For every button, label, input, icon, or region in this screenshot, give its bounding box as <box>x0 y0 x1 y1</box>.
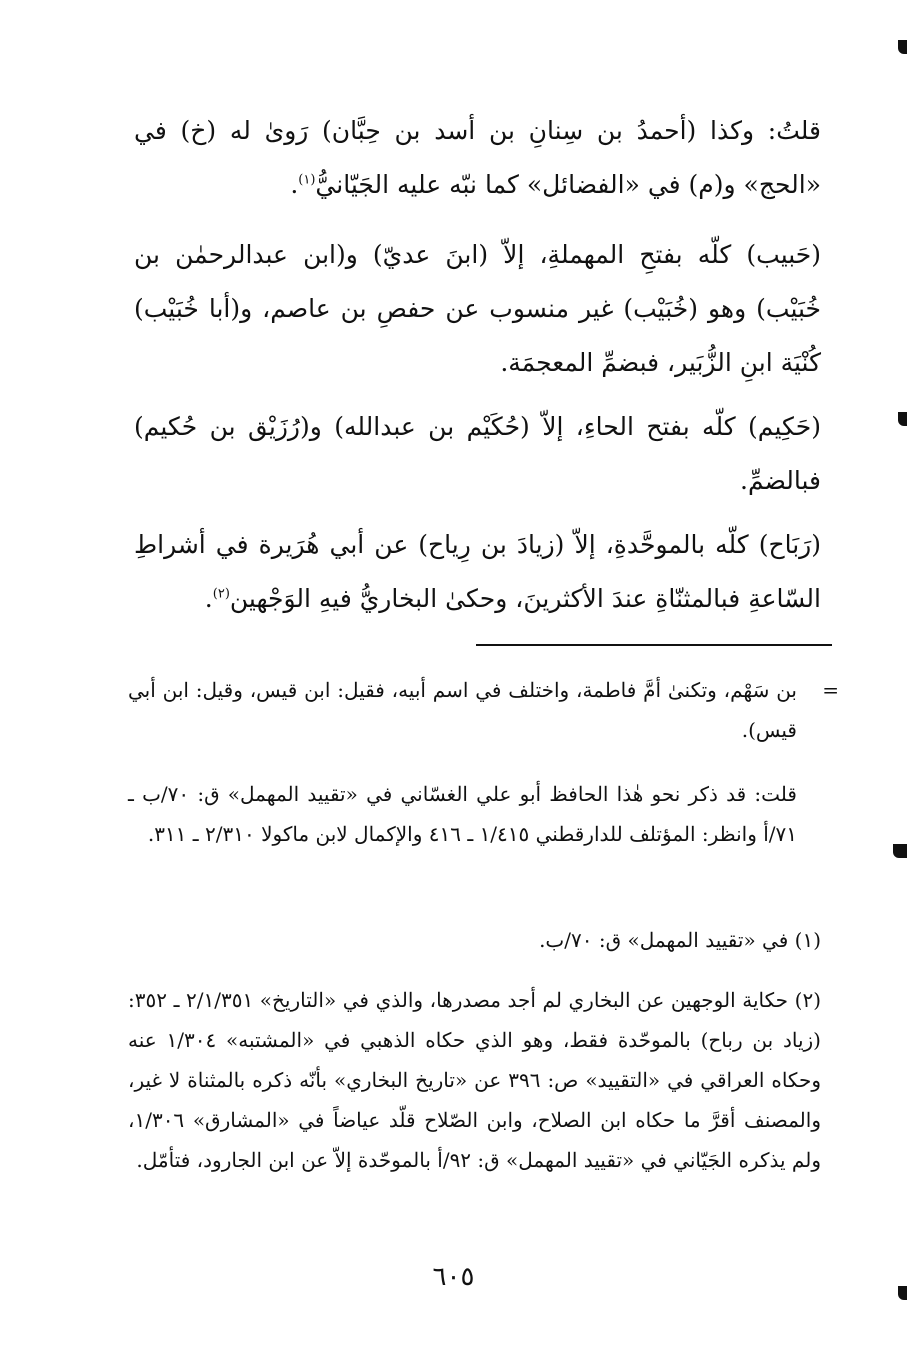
footnote-continuation-2 <box>128 774 797 854</box>
paragraph-text: (رَبَاح) كلّه بالموحَّدةِ، إلاّ (زيادَ بن رِياح) عن أبي هُرَيرة في أشراطِ السّاعةِ فبالمثنّاةِ عندَ الأكثرينَ، وحكىٰ البخاريُّ فيهِ الوَجْهين <box>134 530 821 613</box>
paragraph-end: . <box>290 170 299 199</box>
footnote-ref[interactable]: (٢) <box>212 586 230 602</box>
main-paragraph-3 <box>134 400 821 508</box>
continuation-mark: = <box>822 678 839 702</box>
page-number: ٦٠٥ <box>432 1262 475 1292</box>
footnote-separator <box>476 644 832 646</box>
footnote-2 <box>128 980 821 1180</box>
paragraph-end: . <box>204 584 213 613</box>
footnote-text: حكاية الوجهين عن البخاري لم أجد مصدرها، والذي في «التاريخ» ٢/١/٣٥١ ـ ٣٥٢: (زياد بن رباح) بالموحّدة فقط، وهو الذي حكاه الذهبي في «المشتبه» ١/٣٠٤ عنه وحكاه العراقي في «التقييد» ص: ٣٩٦ عن «تاريخ البخاري» بأنّه ذكره بالمثناة لا غير، والمصنف أقرَّ ما حكاه ابن الصلاح، وابن الصّلاح قلّد عياضاً في «المشارق» ١/٣٠٦، ولم يذكره الجَيّاني في «تقييد المهمل» ق: ٩٢/أ بالموحّدة إلاّ عن ابن الجارود، فتأمّل. <box>128 988 821 1172</box>
edge-mark <box>898 40 907 54</box>
footnote-number: (٢) <box>794 988 822 1012</box>
footnote-1 <box>128 920 821 960</box>
edge-mark <box>898 412 907 426</box>
footnote-text: قلت: قد ذكر نحو هٰذا الحافظ أبو علي الغسّاني في «تقييد المهمل» ق: ٧٠/ب ـ ٧١/أ وانظر: المؤتلف للدارقطني ١/٤١٥ ـ ٤١٦ والإكمال لابن ماكولا ٢/٣١٠ ـ ٣١١. <box>128 782 797 846</box>
main-paragraph-1 <box>134 104 821 212</box>
paragraph-text: (حَبيب) كلّه بفتحِ المهملةِ، إلاّ (ابنَ عديّ) و(ابن عبدالرحمٰن بن خُبَيْب) وهو (خُبَيْب) غير منسوب عن حفصِ بن عاصم، و(أبا خُبَيْب) كُنْيَة ابنِ الزُّبَير، فبضمِّ المعجمَة. <box>134 240 821 377</box>
paragraph-text: (حَكِيم) كلّه بفتح الحاءِ، إلاّ (حُكَيْم بن عبدالله) و(رُزَيْق بن حُكيم) فبالضمِّ. <box>134 412 821 495</box>
main-paragraph-2 <box>134 228 821 390</box>
paragraph-text: قلتُ: وكذا (أحمدُ بن سِنانِ بن أسد بن حِبَّان) رَوىٰ له (خ) في «الحج» و(م) في «الفضائل» كما نبّه عليه الجَيّانيُّ <box>134 116 821 199</box>
footnote-number: (١) <box>794 928 821 952</box>
main-paragraph-4 <box>134 518 821 626</box>
footnote-text: في «تقييد المهمل» ق: ٧٠/ب. <box>539 928 789 952</box>
footnote-text: بن سَهْم، وتكنىٰ أمَّ فاطمة، واختلف في اسم أبيه، فقيل: ابن قيس، وقيل: ابن أبي قيس). <box>128 678 797 742</box>
footnote-continuation-1 <box>128 670 797 750</box>
edge-mark <box>893 844 907 858</box>
footnote-ref[interactable]: (١) <box>298 172 316 188</box>
